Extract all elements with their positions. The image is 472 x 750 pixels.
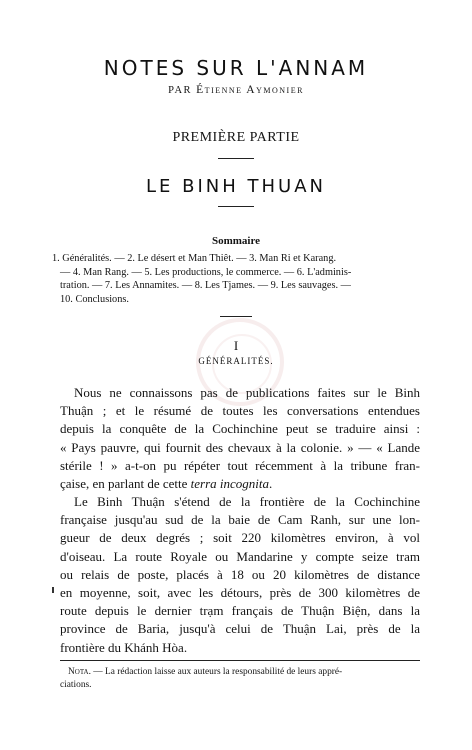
footnote	[60, 666, 422, 692]
section-title: LE BINH THUAN	[146, 176, 326, 197]
author-name: Étienne Aymonier	[196, 84, 304, 96]
author-prefix: PAR	[168, 85, 193, 96]
italic-phrase: terra incognita	[190, 476, 270, 492]
sommaire-line: tration. — 7. Les Annamites. — 8. Les Tjames. — 9. Les sauvages. —	[60, 280, 351, 292]
text-line: d'oiseau. La route Royale ou Mandarine y compte seize tram	[60, 548, 420, 564]
chapter-numeral: I	[233, 338, 239, 353]
text-line: « Pays pauvre, qui fournit des chevaux à la colonie. » — « Lande	[60, 439, 420, 455]
text-line: Nous ne connaissons pas de publications faites sur le Binh	[74, 385, 420, 400]
footnote-line: ciations.	[60, 680, 92, 690]
sommaire-line: 1. Généralités. — 2. Le désert et Man Thiêt. — 3. Man Ri et Karang.	[52, 253, 337, 264]
text-line: gueur de deux degrés ; soit 220 kilomètres environ, à vol	[60, 530, 420, 546]
paragraph-1	[60, 384, 420, 493]
divider-sommaire	[220, 316, 252, 317]
footnote-rule	[60, 660, 420, 661]
margin-mark	[52, 587, 54, 593]
sommaire-line: 10. Conclusions.	[60, 293, 129, 305]
divider-part	[218, 158, 254, 159]
paragraph-2	[60, 493, 420, 657]
chapter-heading: GÉNÉRALITÉS.	[198, 356, 274, 366]
text-line: Le Binh Thuận s'étend de la frontière de la Cochinchine	[74, 494, 420, 509]
author-line	[0, 84, 472, 96]
sommaire-line: — 4. Man Rang. — 5. Les productions, le commerce. — 6. L'adminis-	[60, 266, 352, 278]
page-title: NOTES SUR L'ANNAM	[103, 56, 369, 80]
sommaire-list	[52, 252, 424, 306]
part-title: PREMIÈRE PARTIE	[172, 130, 300, 145]
text-line: française jusqu'au sud de la baie de Cam Ranh, sur une lon-	[60, 512, 420, 528]
footnote-label: Nota.	[68, 667, 91, 677]
footnote-line	[60, 666, 422, 679]
text-line: ou relais de poste, placés à 18 ou 20 kilomètres de distance	[60, 566, 420, 582]
text-line: route depuis le dernier trạm français de Thuận Biện, dans la	[60, 603, 420, 619]
divider-section	[218, 206, 254, 207]
text-line: depuis la conquête de la Cochinchine peut se traduire ainsi :	[60, 421, 420, 437]
sommaire-heading: Sommaire	[211, 235, 261, 247]
text-line: Thuận ; et le résumé de toutes les conversations entendues	[60, 403, 420, 419]
footnote-text: — La rédaction laisse aux auteurs la responsabilité de leurs appré-	[90, 667, 343, 677]
text-line: en moyenne, soit, avec les détours, près de 300 kilomètres de	[60, 585, 420, 601]
text-line: province de Baria, jusqu'à celui de Thuận Lai, près de la	[60, 621, 420, 637]
text-run: çaise, en parlant de cette	[60, 476, 191, 492]
text-line: stérile ! » a-t-on pu répéter tout récemment à la tribune fran-	[60, 457, 420, 473]
text-line	[60, 475, 420, 493]
text-run: .	[269, 476, 273, 492]
text-line: frontière du Khánh Hòa.	[60, 639, 188, 655]
